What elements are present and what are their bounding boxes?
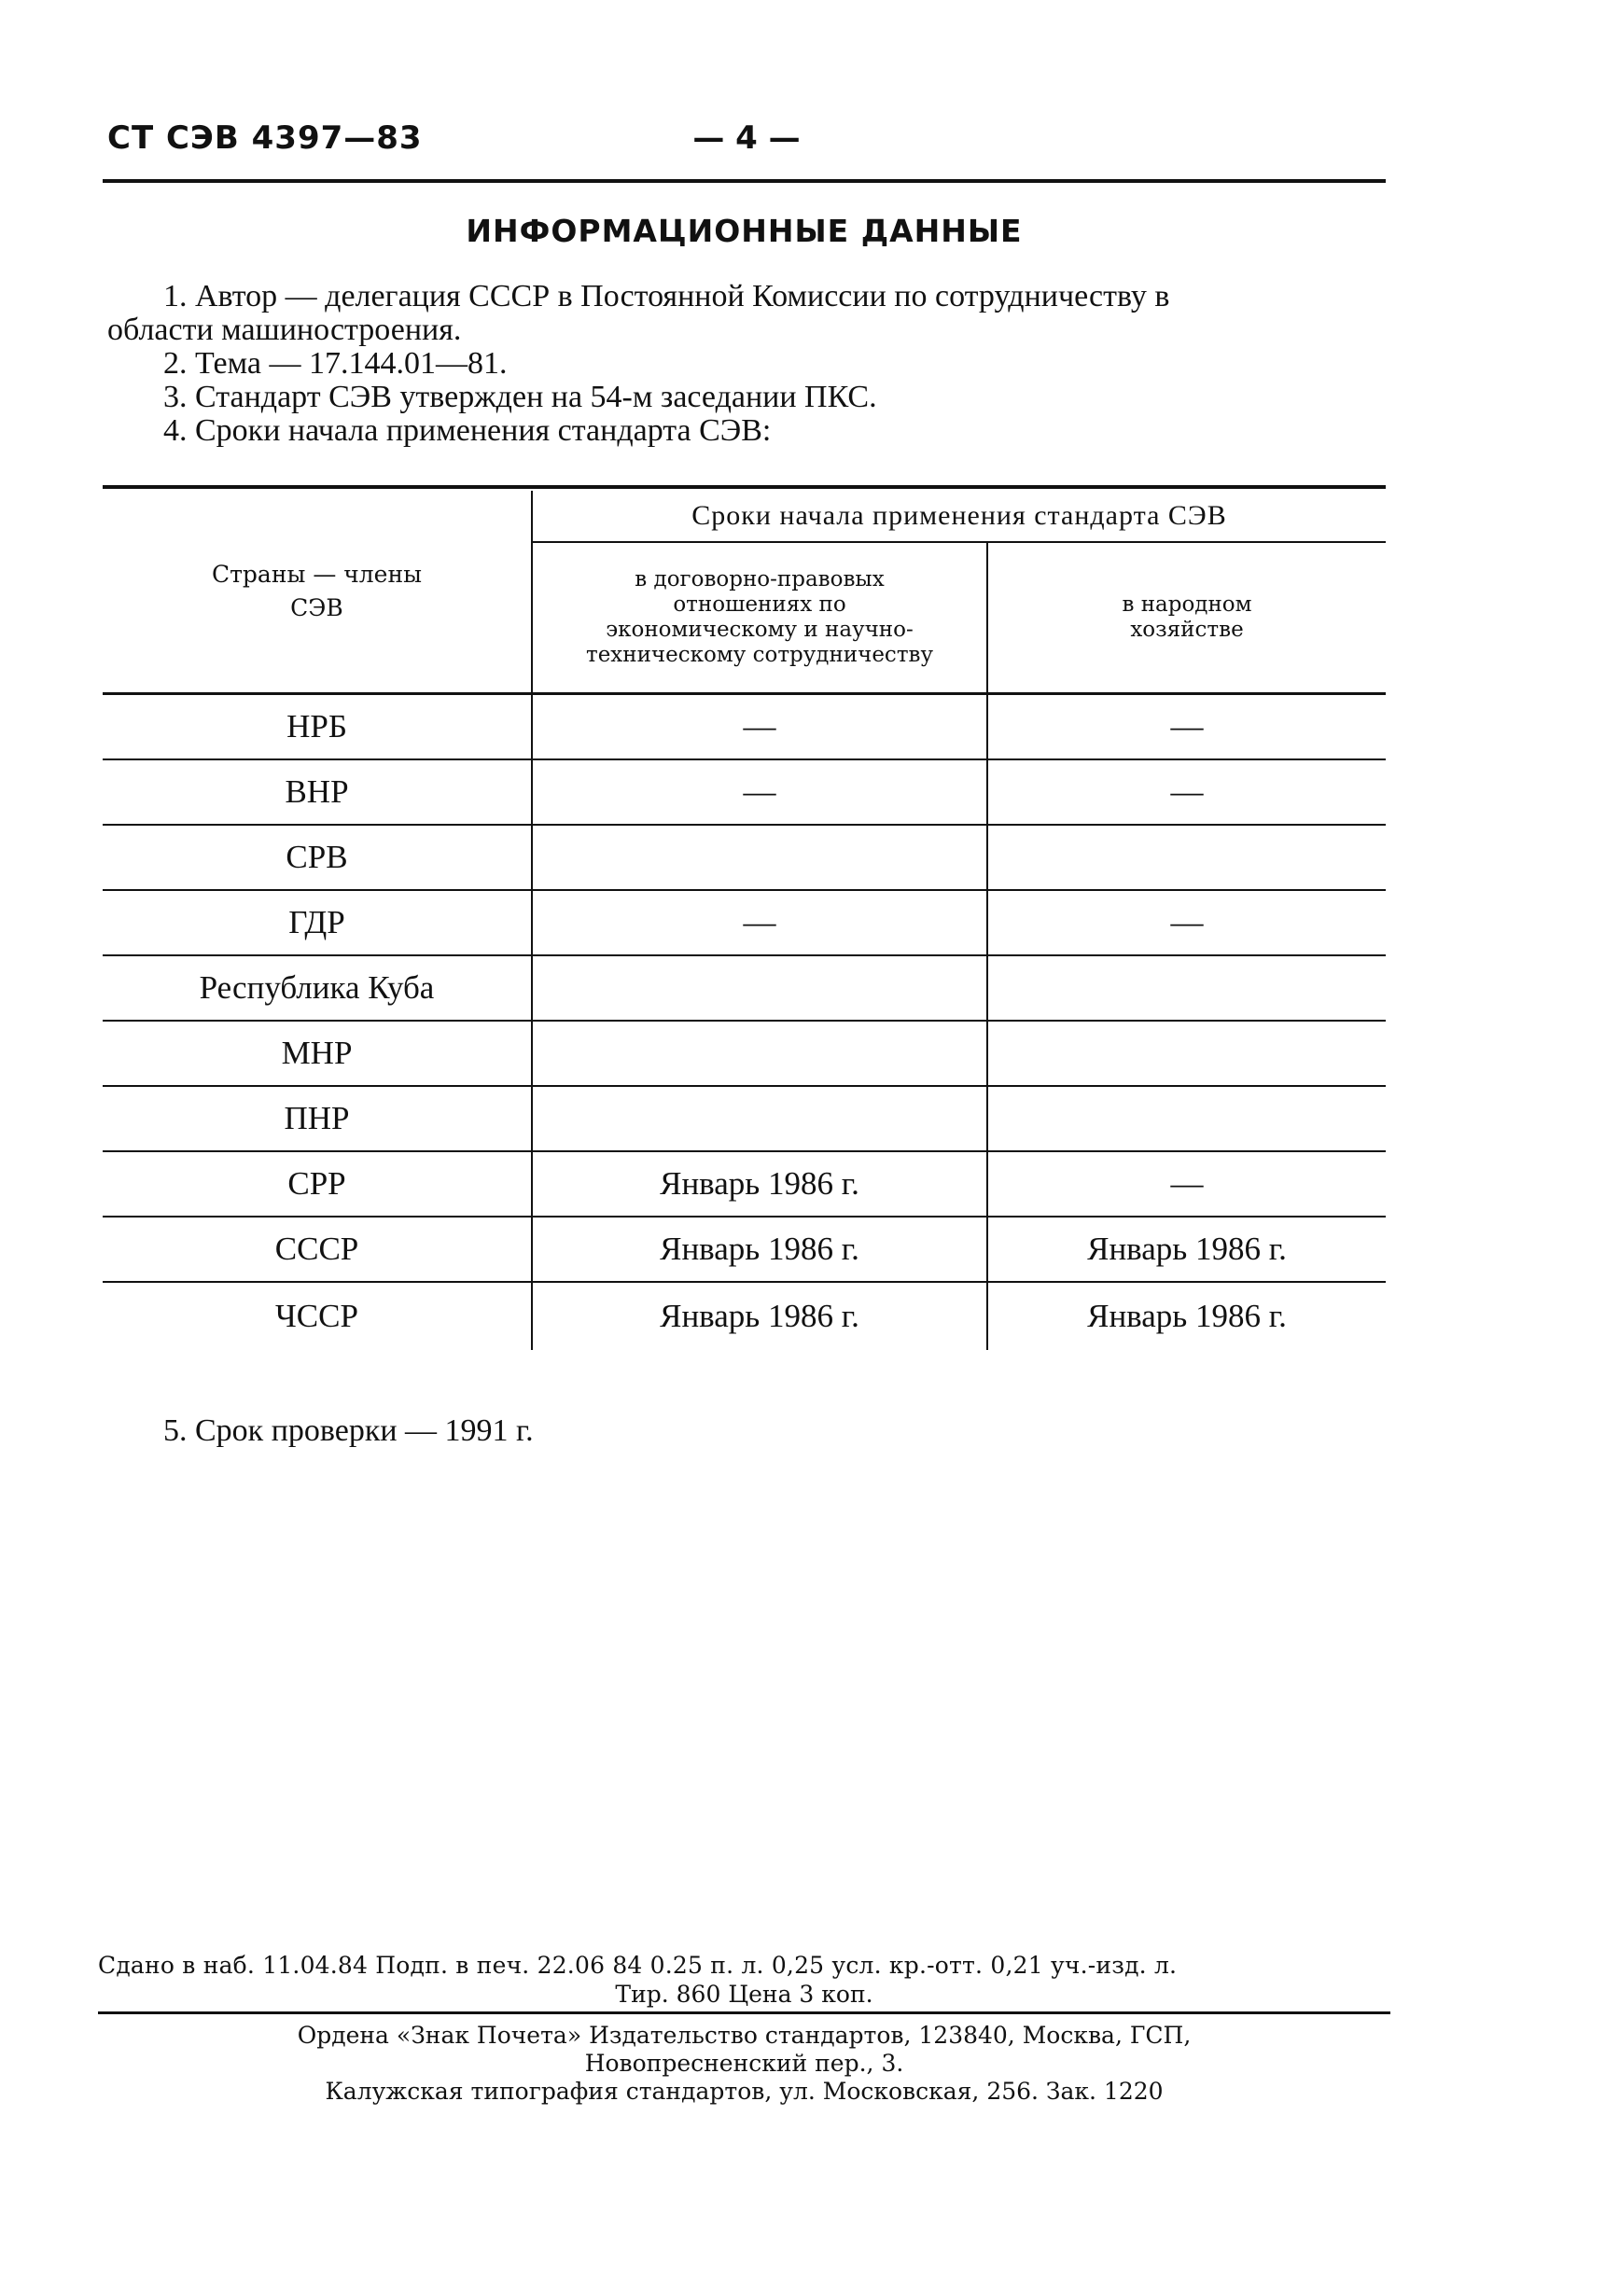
table-row: [103, 694, 1386, 760]
country-cell: ГДР: [103, 890, 532, 955]
item-1-line-1: 1. Автор — делегация СССР в Постоянной Комиссии по сотрудничеству в: [163, 279, 1170, 313]
economy-cell: [987, 955, 1386, 1021]
header-economy: [987, 542, 1386, 694]
contract-cell: —: [532, 890, 987, 955]
table-row: [103, 759, 1386, 825]
imprint-line-4: Новопресненский пер., 3.: [584, 2050, 904, 2077]
economy-cell: Январь 1986 г.: [1087, 1298, 1287, 1334]
page-header: [107, 119, 1386, 166]
contract-cell: Январь 1986 г.: [532, 1282, 987, 1350]
table-row: [103, 1086, 1386, 1151]
item-1-line-2: области машиностроения.: [107, 313, 462, 347]
country-cell: МНР: [103, 1021, 532, 1086]
imprint-line-5: Калужская типография стандартов, ул. Московская, 256. Зак. 1220: [325, 2078, 1164, 2105]
country-cell: Республика Куба: [103, 955, 532, 1021]
imprint: [98, 1952, 1390, 2106]
imprint-rule: [98, 2011, 1390, 2014]
contract-cell: [532, 955, 987, 1021]
economy-cell: Январь 1986 г.: [987, 1217, 1386, 1282]
section-title: ИНФОРМАЦИОННЫЕ ДАННЫЕ: [466, 213, 1023, 249]
country-cell: ЧССР: [103, 1282, 532, 1350]
table-top-rule: [103, 485, 1386, 489]
page-number: — 4 —: [692, 119, 801, 157]
item-4: 4. Сроки начала применения стандарта СЭВ:: [163, 413, 772, 448]
item-5: 5. Срок проверки — 1991 г.: [163, 1413, 534, 1448]
table-row: [103, 1151, 1386, 1217]
table-row: [103, 955, 1386, 1021]
table-row: [103, 1282, 1386, 1350]
economy-cell: —: [987, 1151, 1386, 1217]
economy-cell: [987, 1086, 1386, 1151]
contract-cell: [532, 1086, 987, 1151]
table-row: [103, 825, 1386, 890]
economy-cell: —: [987, 694, 1386, 760]
imprint-line-1: Сдано в наб. 11.04.84 Подп. в печ. 22.06 84 0.25 п. л. 0,25 усл. кр.-отт. 0,21 уч.-изд. л.: [98, 1952, 1178, 1979]
country-cell: ПНР: [103, 1086, 532, 1151]
contract-cell: Январь 1986 г.: [532, 1217, 987, 1282]
contract-cell: —: [532, 694, 987, 760]
header-economy-label: в народном хозяйстве: [1122, 592, 1252, 642]
contract-cell: —: [532, 759, 987, 825]
header-countries-label: Страны — члены СЭВ: [211, 561, 423, 621]
header-contract: [532, 542, 987, 694]
economy-cell: [987, 825, 1386, 890]
contract-cell: [532, 1021, 987, 1086]
adoption-dates-table: [103, 491, 1386, 1350]
header-countries: [103, 491, 532, 694]
item-2: 2. Тема — 17.144.01—81.: [163, 346, 508, 381]
imprint-line-3: Ордена «Знак Почета» Издательство стандартов, 123840, Москва, ГСП,: [297, 2022, 1192, 2049]
imprint-line-2: Тир. 860 Цена 3 коп.: [615, 1981, 873, 2008]
info-items: [107, 280, 1390, 448]
table-row: [103, 1217, 1386, 1282]
table-row: [103, 1021, 1386, 1086]
contract-cell: Январь 1986 г.: [532, 1151, 987, 1217]
standard-code: СТ СЭВ 4397—83: [107, 119, 423, 157]
header-dates-span: Сроки начала применения стандарта СЭВ: [532, 491, 1386, 542]
header-rule: [103, 179, 1386, 183]
table-row: [103, 890, 1386, 955]
item-3: 3. Стандарт СЭВ утвержден на 54-м заседании ПКС.: [163, 380, 877, 414]
economy-cell: —: [987, 890, 1386, 955]
header-contract-label: в договорно-правовых отношениях по экономическому и научно-техническому сотрудничеству: [585, 567, 934, 667]
country-cell: ВНР: [103, 759, 532, 825]
country-cell: НРБ: [103, 694, 532, 760]
economy-cell: —: [987, 759, 1386, 825]
country-cell: СРВ: [103, 825, 532, 890]
country-cell: СССР: [103, 1217, 532, 1282]
economy-cell: [987, 1021, 1386, 1086]
contract-cell: [532, 825, 987, 890]
country-cell: СРР: [103, 1151, 532, 1217]
